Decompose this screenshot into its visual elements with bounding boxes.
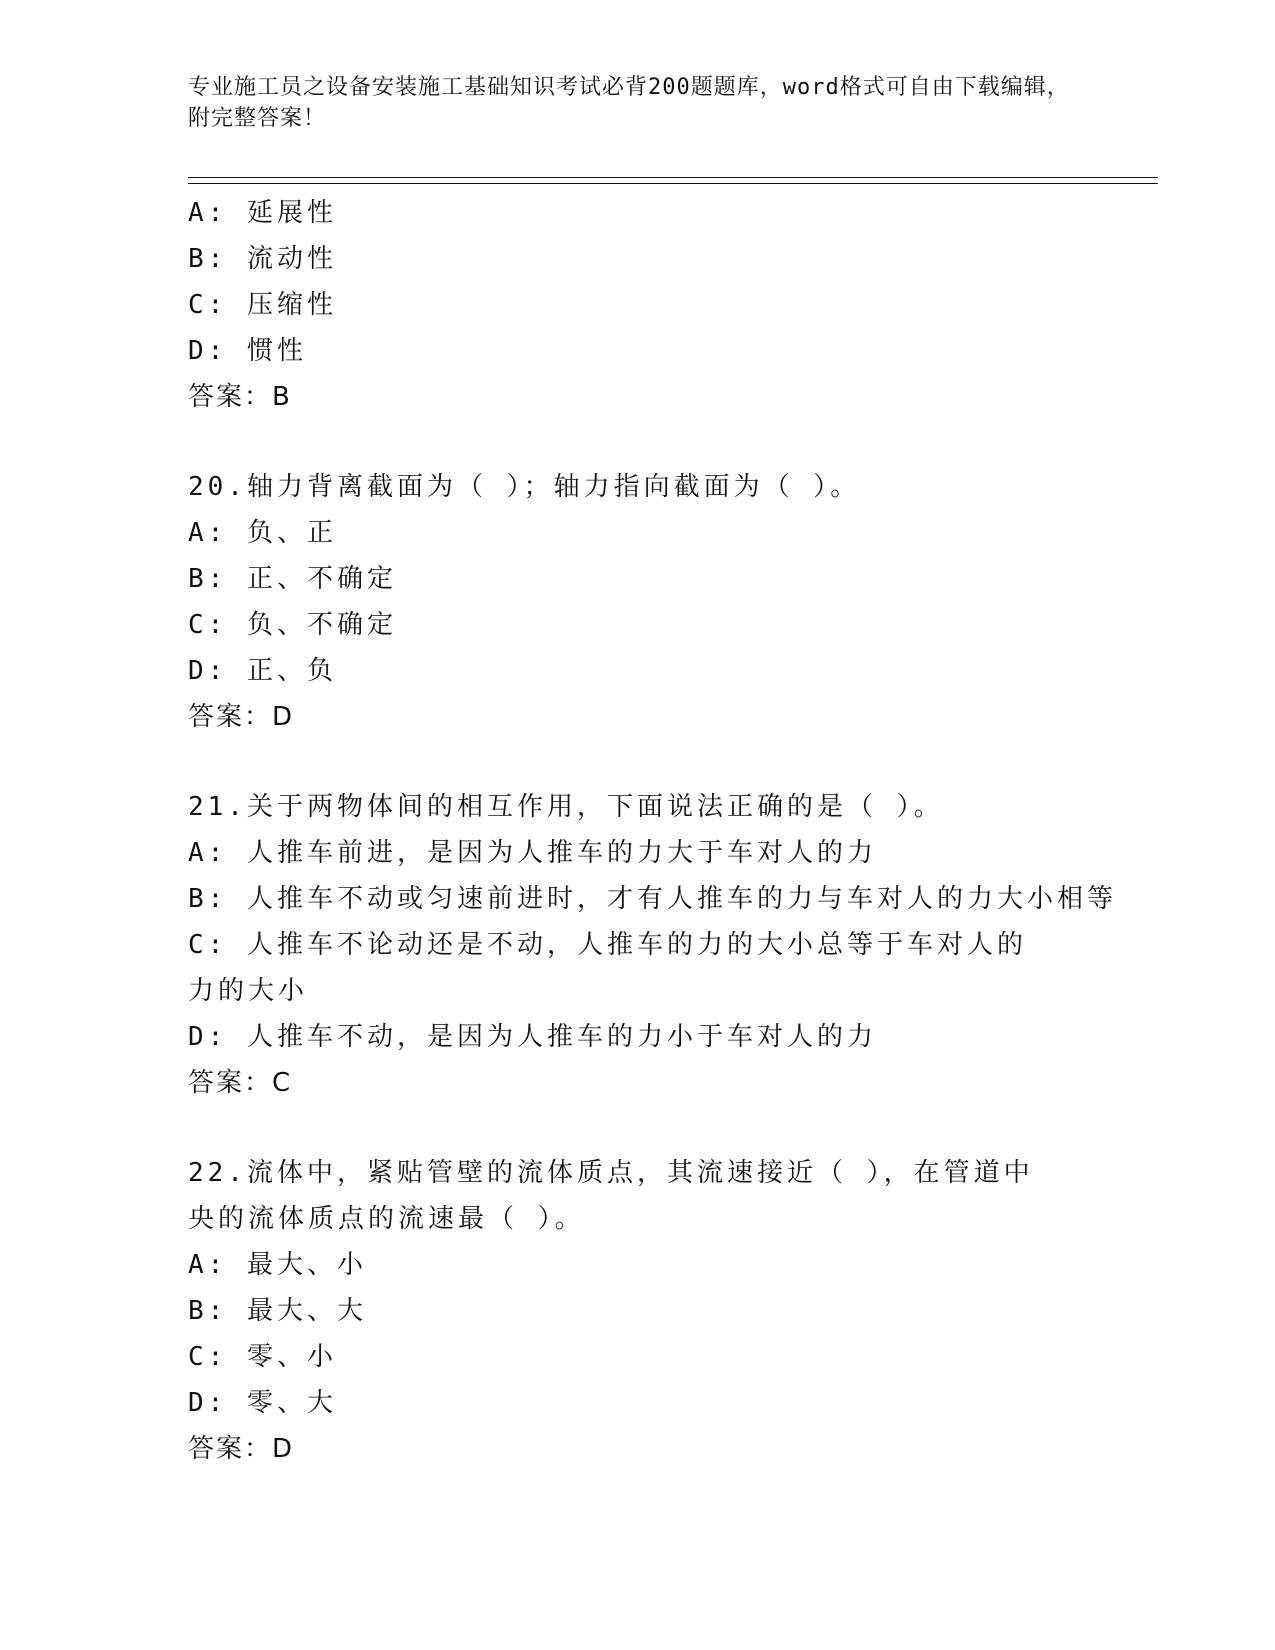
option-a: A: 延展性: [188, 198, 337, 228]
answer-line: 答案：D: [188, 1434, 295, 1464]
question-stem: 21.关于两物体间的相互作用，下面说法正确的是（ ）。: [188, 792, 944, 822]
answer-line: 答案：C: [188, 1068, 293, 1098]
option-a: A: 最大、小: [188, 1250, 367, 1280]
option-c: C: 零、小: [188, 1342, 337, 1372]
question-stem: 22.流体中，紧贴管壁的流体质点，其流速接近（ ），在管道中央的流体质点的流速最（ ）。: [188, 1158, 1034, 1234]
option-b: B: 最大、大: [188, 1296, 367, 1326]
answer-line: 答案：D: [188, 702, 295, 732]
option-b: B: 人推车不动或匀速前进时，才有人推车的力与车对人的力大小相等: [188, 884, 1117, 914]
question-21: [188, 784, 1117, 1106]
option-a: A: 人推车前进，是因为人推车的力大于车对人的力: [188, 838, 877, 868]
question-19-continued: [188, 190, 1088, 420]
question-stem: 20.轴力背离截面为（ ）；轴力指向截面为（ ）。: [188, 472, 861, 502]
option-b: B: 正、不确定: [188, 564, 397, 594]
answer-line: 答案：B: [188, 382, 292, 412]
header-divider-top: [188, 177, 1158, 178]
header-divider-bottom: [188, 183, 1158, 184]
question-22: [188, 1150, 1088, 1472]
option-c: C: 负、不确定: [188, 610, 397, 640]
document-title: 专业施工员之设备安装施工基础知识考试必背200题题库，word格式可自由下载编辑，附完整答案！: [188, 75, 1070, 131]
option-b: B: 流动性: [188, 244, 337, 274]
option-c: C: 人推车不论动还是不动，人推车的力的大小总等于车对人的力的大小: [188, 930, 1027, 1006]
option-d: D: 零、大: [188, 1388, 337, 1418]
question-list: [188, 190, 1117, 1472]
option-d: D: 惯性: [188, 336, 307, 366]
option-c: C: 压缩性: [188, 290, 337, 320]
option-d: D: 正、负: [188, 656, 337, 686]
question-20: [188, 464, 1088, 740]
option-a: A: 负、正: [188, 518, 337, 548]
option-d: D: 人推车不动，是因为人推车的力小于车对人的力: [188, 1022, 877, 1052]
